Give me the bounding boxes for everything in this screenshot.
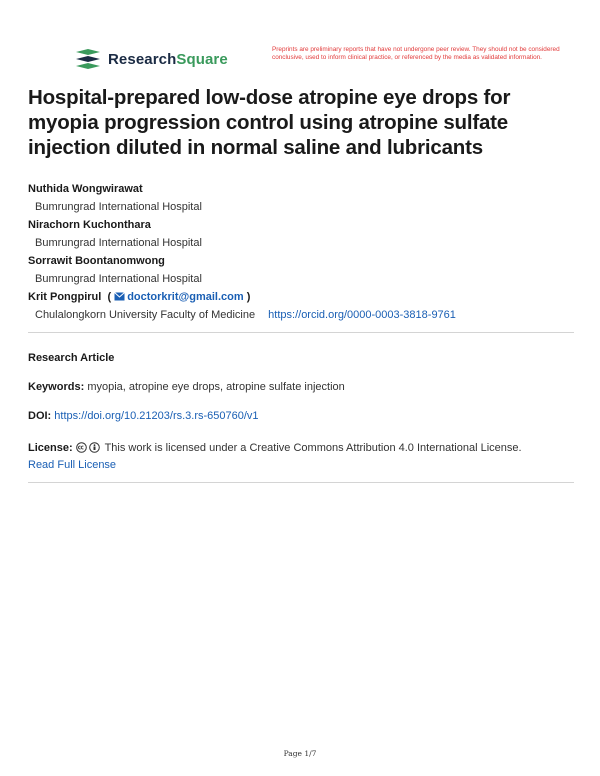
page-number: Page 1/7 [283, 749, 317, 758]
corresponding-author-name: Krit Pongpirul [28, 291, 102, 303]
author-name: Sorrawit Boontanomwong [28, 255, 165, 267]
author-name: Nuthida Wongwirawat [28, 183, 143, 195]
keywords-row [28, 381, 576, 393]
corresponding-affiliation-row [28, 306, 576, 324]
author-list [28, 180, 576, 324]
doi-link[interactable]: https://doi.org/10.21203/rs.3.rs-650760/v1 [54, 410, 259, 422]
orcid-link[interactable]: https://orcid.org/0000-0003-3818-9761 [268, 309, 456, 321]
read-full-license-link[interactable]: Read Full License [28, 459, 117, 471]
preprint-disclaimer: Preprints are preliminary reports that have not undergone peer review. They should not be considered conclusive, used to inform clinical practice, or referenced by the media as validated information. [272, 46, 560, 61]
divider [28, 482, 574, 483]
doi-label: DOI: [28, 410, 52, 422]
corresponding-author [28, 288, 576, 306]
license-row [28, 440, 576, 474]
article-type: Research Article [28, 352, 115, 364]
doi-row [28, 410, 576, 422]
author-affiliation: Chulalongkorn University Faculty of Medicine [35, 309, 256, 321]
creative-commons-icon [76, 442, 87, 453]
keywords-label: Keywords: [28, 381, 85, 393]
mail-icon [114, 292, 125, 301]
keywords-value: myopia, atropine eye drops, atropine sulfate injection [87, 381, 345, 393]
divider [28, 332, 574, 333]
email-link[interactable]: doctorkrit@gmail.com [127, 291, 244, 303]
header [74, 44, 574, 74]
author-name: Nirachorn Kuchonthara [28, 219, 151, 231]
author-affiliation: Bumrungrad International Hospital [35, 237, 202, 249]
research-square-logo-icon [74, 48, 102, 70]
logo-text: ResearchSquare [108, 50, 228, 68]
license-text: This work is licensed under a Creative Commons Attribution 4.0 International License. [104, 442, 522, 454]
author-affiliation: Bumrungrad International Hospital [35, 273, 202, 285]
attribution-icon [89, 442, 100, 453]
author-affiliation: Bumrungrad International Hospital [35, 201, 202, 213]
paper-title: Hospital-prepared low-dose atropine eye drops for myopia progression control using atropine sulfate injection diluted in normal saline and lubricants [28, 86, 511, 159]
article-type-row [28, 352, 576, 364]
research-square-logo[interactable] [74, 48, 228, 70]
close-paren: ) [246, 291, 251, 303]
open-paren: ( [107, 291, 112, 303]
license-label: License: [28, 442, 73, 454]
